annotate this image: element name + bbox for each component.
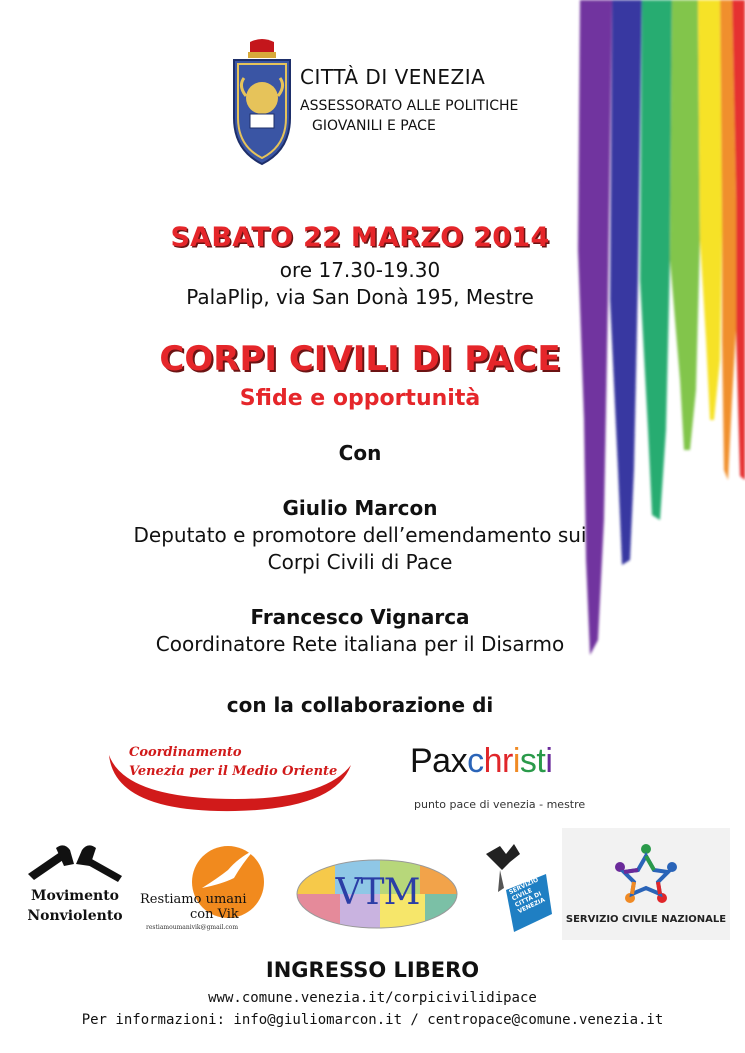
coordinamento-venezia-logo <box>105 735 355 815</box>
department-line-2: GIOVANILI E PACE <box>312 118 436 134</box>
paxchristi-logo <box>410 742 610 822</box>
servizio-civile-venezia-text: SERVIZIO CIVILE CITTÀ DI VENEZIA <box>507 876 547 916</box>
people-star-icon <box>614 842 678 906</box>
servizio-civile-nazionale-text: SERVIZIO CIVILE NAZIONALE <box>565 914 727 925</box>
event-place: PalaPlip, via San Donà 195, Mestre <box>186 285 534 309</box>
vtm-wordmark: VTM <box>335 872 420 913</box>
movimento-nonviolento-logo <box>20 840 130 940</box>
contact-info: Per informazioni: info@giuliomarcon.it / centropace@comune.venezia.it <box>81 1012 664 1028</box>
restiamo-email: restiamoumanivik@gmail.com <box>146 924 239 931</box>
speakers-intro: Con <box>338 441 382 465</box>
free-entry: INGRESSO LIBERO <box>265 958 480 982</box>
speaker-role-continued: Corpi Civili di Pace <box>267 550 453 574</box>
movimento-line-2: Nonviolento <box>27 908 123 924</box>
restiamo-umani-logo <box>140 842 280 942</box>
paxchristi-subtitle: punto pace di venezia - mestre <box>414 798 586 811</box>
event-subtitle: Sfide e opportunità <box>239 386 481 411</box>
broken-rifle-icon <box>20 840 130 885</box>
movimento-line-1: Movimento <box>31 888 119 904</box>
servizio-civile-nazionale-logo <box>562 828 730 940</box>
vtm-logo <box>295 858 460 930</box>
speaker-name: Francesco Vignarca <box>250 605 470 629</box>
speaker-role: Deputato e promotore dell’emendamento sui <box>133 523 587 547</box>
coordinamento-line-1: Coordinamento <box>129 745 242 760</box>
event-title: CORPI CIVILI DI PACE <box>159 339 561 379</box>
collaboration-heading: con la collaborazione di <box>226 693 494 717</box>
event-time: ore 17.30-19.30 <box>279 258 441 282</box>
department-line-1: ASSESSORATO ALLE POLITICHE <box>300 98 519 114</box>
website-link[interactable]: www.comune.venezia.it/corpicivilidipace <box>208 990 537 1006</box>
speaker-role: Coordinatore Rete italiana per il Disarmo <box>155 632 565 656</box>
servizio-civile-venezia-logo <box>480 840 555 935</box>
paxchristi-wordmark: Paxchristi <box>410 742 553 780</box>
speaker-name: Giulio Marcon <box>282 496 438 520</box>
venezia-crest-logo <box>228 38 296 168</box>
event-date: SABATO 22 MARZO 2014 <box>170 222 550 253</box>
restiamo-line-2: con Vik <box>190 907 239 922</box>
city-title: CITTÀ DI VENEZIA <box>300 65 486 89</box>
restiamo-line-1: Restiamo umani <box>140 892 247 907</box>
bird-icon <box>198 848 258 898</box>
coordinamento-line-2: Venezia per il Medio Oriente <box>129 764 338 779</box>
